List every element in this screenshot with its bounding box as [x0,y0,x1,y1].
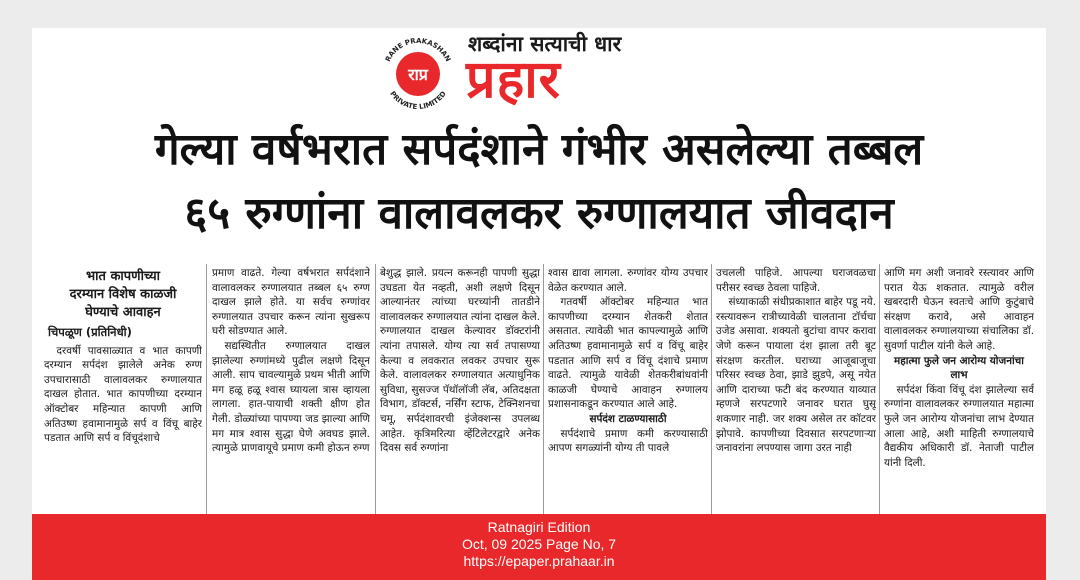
article-column-1 [44,268,202,446]
edition-date-page: Oct, 09 2025 Page No, 7 [461,536,617,552]
paragraph: संध्याकाळी संधीप्रकाशात बाहेर पडू नये. रस्त्यावरून रात्रीच्यावेळी चालताना टॉर्चचा उजेड असावा. शक्यतो बुटांचा वापर करावा जेणे करून पायाला दंश झाला तरी बूट संरक्षण करतील. घराच्या आजूबाजूचा परिसर स्वच्छ ठेवा, झाडे झुडपे, असू नयेत आणि दाराच्या फटी बंद करण्यात याव्यात म्हणजे सरपटणारे जनावर घरात घुसू शकणार नाही. जर शक्य असेल तर कॉटवर झोपावे. कापणीच्या दिवसात सरपटणाऱ्या जनावरांना लपण्यास जागा उरत नाही [716,296,876,455]
logo-ring-top-text: RANE PRAKASHAN [383,36,453,64]
edition-name: Ratnagiri Edition [487,519,591,535]
column-divider [375,264,376,514]
paragraph: सर्पदंशाचे प्रमाण कमी करण्यासाठी आपण सगळ्यांनी योग्य ती पावले [548,427,708,455]
article-column-3 [380,266,540,456]
article-column-4 [548,266,708,456]
column-divider [206,264,207,514]
side-heading [44,268,202,322]
side-heading-line: घेण्याचे आवाहन [85,305,161,320]
article-column-6 [884,266,1034,470]
paragraph: गतवर्षी ऑक्टोबर महिन्यात भात कापणीच्या दरम्यान शेतकरी शेतात असतात. त्यावेळी भात कापल्यामुळे आणि अतिउष्ण हवामानामुळे सर्प व विंचू बाहेर पडतात आणि सर्प व विंचू दंशाचे प्रमाण वाढते. त्यामुळे यावेळी शेतकरीबांधवांनी काळजी घेण्याचे आवाहन रुग्णालय प्रशासनाकडून करण्यात आले आहे. [548,296,708,411]
paragraph: दरवर्षी पावसाळ्यात व भात कापणी दरम्यान सर्पदंश झालेले अनेक रुग्ण उपचारासाठी वालावलकर रुग्णालयात दाखल होतात. भात कापणीच्या दरम्यान ऑक्टोबर महिन्यात कापणी आणि अतिउष्ण हवामानामुळे सर्प व विंचू बाहेर पडतात आणि सर्प व विंचूदंशाचे [44,344,202,445]
logo-letters: राप्र [408,65,428,84]
column-divider [711,264,712,514]
column-divider [543,264,544,514]
side-heading-line: भात कापणीच्या [86,269,160,284]
publisher-logo [378,34,458,114]
newspaper-clipping [32,28,1046,514]
epaper-link[interactable]: https://epaper.prahaar.in [463,553,615,569]
edition-footer [32,514,1046,580]
paragraph: श्वास द्यावा लागला. रुग्णांवर योग्य उपचार वेळेत करण्यात आले. [548,267,708,294]
subheading: महात्मा फुले जन आरोग्य योजनांचा लाभ [894,354,1024,382]
masthead [32,28,1046,110]
masthead-tagline: शब्दांना सत्याची धार [468,32,622,56]
masthead-brand: प्रहार [466,50,561,110]
subheading: सर्पदंश टाळण्यासाठी [589,412,667,425]
article-column-5 [716,266,876,456]
paragraph: उचलली पाहिजे. आपल्या घराजवळचा परीसर स्वच्छ ठेवला पाहिजे. [716,267,876,294]
paragraph: बेशुद्ध झाले. प्रयत्न करूनही पापणी सुद्धा उघडता येत नव्हती, अशी लक्षणे दिसून आल्यानंतर त्यांच्या घरच्यांनी तातडीने वालावलकर रुग्णालयात त्यांना दाखल केले. रुग्णालयात दाखल केल्यावर डॉक्टरांनी त्यांना तपासले. योग्य त्या सर्व तपासण्या केल्या व लवकरात लवकर उपचार सुरू केले. वालावलकर रुग्णालयात अत्याधुनिक सुविधा, सुसज्ज पॅथॉलॉजी लॅब, अतिदक्षता विभाग, डॉक्टर्स, नर्सिंग स्टाफ, टेक्निशनचा चमू, सर्पदंशावरची इंजेक्शन्स उपलब्ध आहेत. कृत्रिमरित्या व्हेंटिलेटरद्वारे अनेक दिवस सर्व रुग्णांना [380,267,540,455]
paragraph: प्रमाण वाढते. गेल्या वर्षभरात सर्पदंशाने वालावलकर रुग्णालयात तब्बल ६५ रुग्ण दाखल झाले होते. या सर्वच रुग्णांवर रुग्णालयात उपचार करून त्यांना सुखरूप घरी सोडण्यात आले. [212,267,370,338]
side-heading-line: दरम्यान विशेष काळजी [69,287,177,302]
headline-line-2: ६५ रुग्णांना वालावलकर रुग्णालयात जीवदान [184,188,894,239]
paragraph: सर्पदंश किंवा विंचू दंश झालेल्या सर्व रुग्णांना वालावलकर रुग्णालयात महात्मा फुले जन आरोग्य योजनांचा लाभ देण्यात आला आहे, अशी माहिती रुग्णालयाचे वैद्यकीय अधिकारी डॉ. नेताजी पाटील यांनी दिली. [884,383,1034,469]
byline: चिपळूण (प्रतिनिधी) [48,325,132,339]
paragraph: आणि मग अशी जनावरे रस्त्यावर आणि परात येऊ शकतात. त्यामुळे वरील खबरदारी घेऊन स्वतःचे आणि कुटुंबाचे संरक्षण करावे, असे आवाहन वालावलकर रुग्णालयाच्या संचालिका डॉ. सुवर्णा पाटील यांनी केले आहे. [884,267,1034,352]
article-column-2 [212,266,370,456]
logo-ring-bottom-text: PRIVATE LIMITED [388,89,448,112]
paragraph: सद्यस्थितीत रुग्णालयात दाखल झालेल्या रुग्णांमध्ये पुढील लक्षणे दिसून आली. साप चावल्यामुळे प्रथम भीती आणि मग हळू हळू श्वास घ्यायला त्रास व्हायला लागला. हात-पायाची शक्ती क्षीण होत गेली. डोळ्यांच्या पापण्या जड झाल्या आणि मग मात्र श्वास सुद्धा घेणे अवघड झाले. त्यामुळे प्राणवायूचे प्रमाण कमी होऊन रुग्ण [212,339,370,455]
headline-line-1: गेल्या वर्षभरात सर्पदंशाने गंभीर असलेल्या तब्बल [154,124,924,175]
column-divider [879,264,880,514]
